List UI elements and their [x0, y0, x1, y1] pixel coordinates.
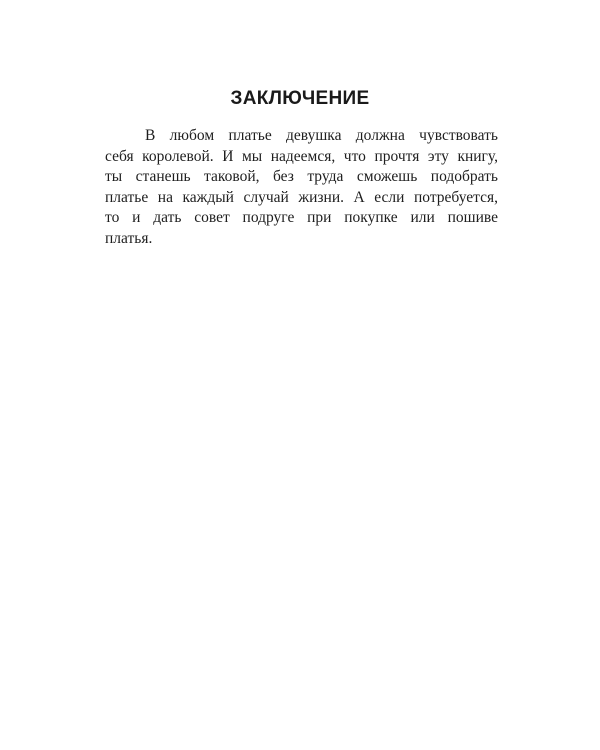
paragraph-line: себя королевой. И мы надеемся, что прочтя эту книгу, [105, 147, 498, 165]
paragraph-line: платья. [105, 229, 153, 247]
paragraph-line: платье на каждый случай жизни. А если потребуется, [105, 188, 498, 206]
paragraph-line: то и дать совет подруге при покупке или пошиве [105, 209, 498, 227]
page-title: ЗАКЛЮЧЕНИЕ [230, 88, 370, 109]
conclusion-paragraph [105, 126, 498, 250]
paragraph-line: В любом платье девушка должна чувствовать [145, 127, 498, 144]
paragraph-line: ты станешь таковой, без труда сможешь подобрать [105, 168, 498, 186]
